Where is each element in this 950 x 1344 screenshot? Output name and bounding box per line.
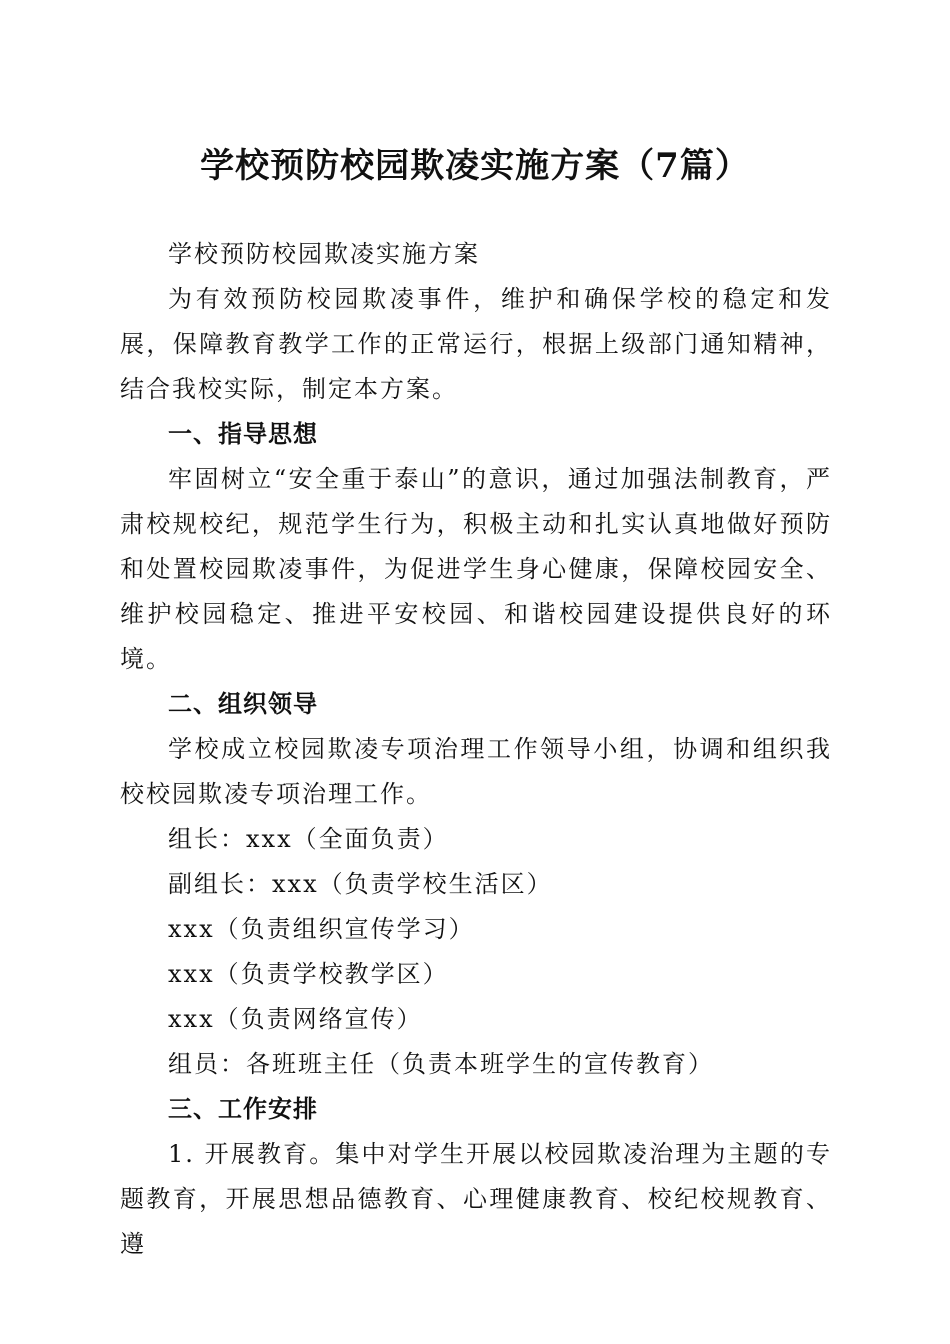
leader-line: 组长：xxx（全面负责）: [168, 825, 449, 853]
organization-paragraph: 学校成立校园欺凌专项治理工作领导小组，协调和组织我校校园欺凌专项治理工作。: [120, 735, 832, 808]
section-heading-2: 二、组织领导: [168, 690, 318, 718]
document-body: [120, 232, 832, 1267]
member-line-3: xxx（负责网络宣传）: [168, 1005, 423, 1033]
section-heading-3: 三、工作安排: [168, 1095, 318, 1123]
deputy-leader-line: 副组长：xxx（负责学校生活区）: [168, 870, 553, 898]
subtitle-paragraph: 学校预防校园欺凌实施方案: [168, 240, 480, 268]
intro-paragraph: 为有效预防校园欺凌事件，维护和确保学校的稳定和发展，保障教育教学工作的正常运行，根据上级部门通知精神，结合我校实际，制定本方案。: [120, 285, 832, 403]
section-heading-1: 一、指导思想: [168, 420, 318, 448]
member-line-1: xxx（负责组织宣传学习）: [168, 915, 475, 943]
document-title: 学校预防校园欺凌实施方案（7篇）: [200, 146, 750, 186]
member-line-2: xxx（负责学校教学区）: [168, 960, 449, 988]
guiding-thought-paragraph: 牢固树立“安全重于泰山”的意识，通过加强法制教育，严肃校规校纪，规范学生行为，积极主动和扎实认真地做好预防和处置校园欺凌事件，为促进学生身心健康，保障校园安全、维护校园稳定、推进平安校园、和谐校园建设提供良好的环境。: [120, 465, 832, 673]
work-item-1-paragraph: 1. 开展教育。集中对学生开展以校园欺凌治理为主题的专题教育，开展思想品德教育、心理健康教育、校纪校规教育、遵: [120, 1140, 832, 1258]
team-members-line: 组员：各班班主任（负责本班学生的宣传教育）: [168, 1050, 714, 1078]
